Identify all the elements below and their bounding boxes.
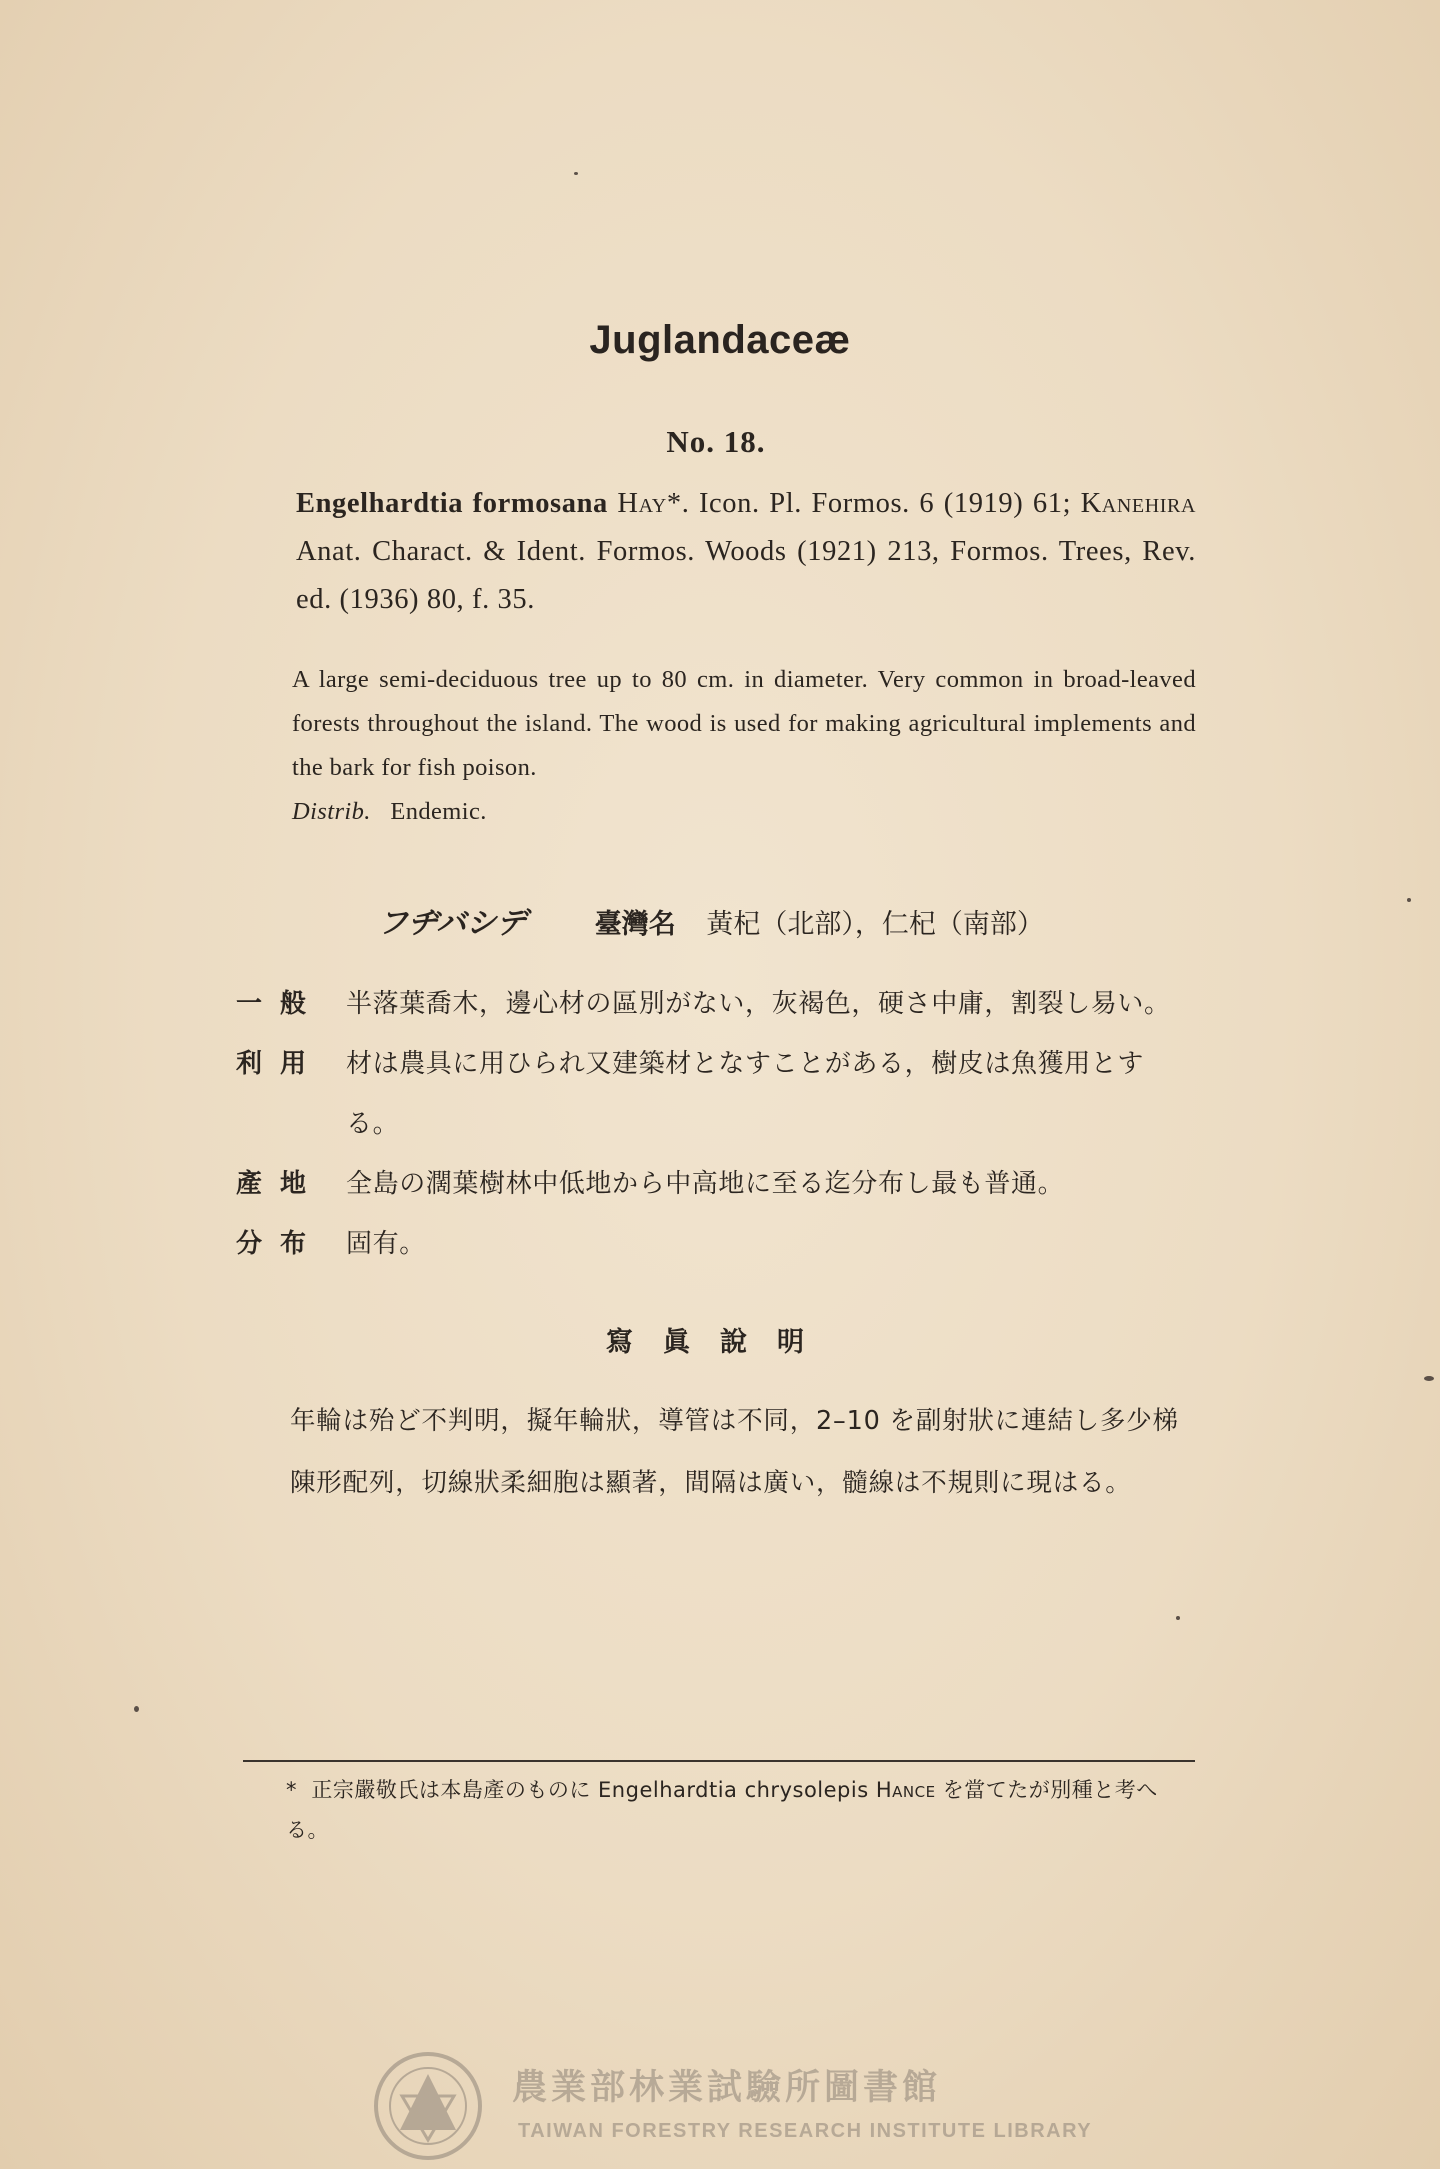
distrib-value: Endemic. bbox=[390, 798, 487, 825]
citation-ref-2: Anat. Charact. & Ident. Formos. Woods (1921) 213, Formos. Trees, Rev. ed. (1936) 80, f. 35. bbox=[296, 536, 1196, 615]
paper-speck bbox=[1407, 898, 1411, 902]
detail-text: 材は農具に用ひられ又建築材となすことがある，樹皮は魚獲用とする。 bbox=[346, 1049, 1145, 1139]
species-name: Engelhardtia formosana bbox=[296, 488, 608, 519]
citation-author: Hay bbox=[617, 488, 667, 519]
citation-ref-1: *. Icon. Pl. Formos. 6 (1919) 61; bbox=[666, 488, 1072, 519]
detail-text: 全島の濶葉樹林中低地から中高地に至る迄分布し最も普通。 bbox=[346, 1169, 1065, 1199]
detail-text: 固有。 bbox=[346, 1229, 426, 1259]
description-text: A large semi-deciduous tree up to 80 cm. in diameter. Very common in broad-leaved forests throughout the island. The wood is used for making agricultural implements and the bark for fish poison. bbox=[292, 666, 1196, 781]
japanese-details bbox=[236, 974, 1196, 1274]
photo-explanation-text: 年輪は殆ど不判明，擬年輪狀，導管は不同，2–10 を副射狀に連結し多少梯陳形配列，切線狀柔細胞は顯著，間隔は廣い，髓線は不規則に現はる。 bbox=[290, 1406, 1179, 1498]
paper-speck bbox=[1176, 1616, 1180, 1620]
detail-label: 產地 bbox=[236, 1169, 325, 1199]
taiwan-names: 黃杞（北部），仁杞（南部） bbox=[706, 909, 1044, 940]
detail-row-general bbox=[236, 974, 1196, 1034]
japanese-heading bbox=[378, 898, 1044, 942]
library-seal-icon bbox=[372, 2050, 484, 2162]
detail-label: 分布 bbox=[236, 1229, 325, 1259]
distribution-line bbox=[236, 790, 1196, 834]
japanese-name: フヂバシデ bbox=[378, 906, 527, 941]
species-number: No. 18. bbox=[666, 424, 766, 459]
family-title: Juglandaceæ bbox=[589, 318, 851, 362]
footnote bbox=[240, 1770, 1200, 1850]
detail-row-use bbox=[236, 1034, 1196, 1154]
paper-speck bbox=[574, 172, 578, 175]
species-citation bbox=[236, 480, 1196, 624]
watermark-english: TAIWAN FORESTRY RESEARCH INSTITUTE LIBRARY bbox=[518, 2120, 1093, 2142]
taiwan-name-label: 臺灣名 bbox=[594, 909, 676, 940]
detail-label: 一般 bbox=[236, 989, 325, 1019]
footnote-author: Hance bbox=[875, 1778, 936, 1802]
photo-explanation-title: 寫眞說明 bbox=[606, 1327, 834, 1358]
paper-speck bbox=[134, 1706, 139, 1712]
footnote-text-a: 正宗嚴敬氏は本島產のものに Engelhardtia chrysolepis bbox=[311, 1778, 869, 1802]
citation-author-2: Kanehira bbox=[1080, 488, 1196, 519]
detail-row-locality bbox=[236, 1154, 1196, 1214]
watermark-chinese: 農業部林業試驗所圖書館 bbox=[512, 2068, 942, 2108]
footnote-rule bbox=[243, 1760, 1195, 1762]
english-description bbox=[236, 658, 1196, 834]
detail-text: 半落葉喬木，邊心材の區別がない，灰褐色，硬さ中庸，割裂し易い。 bbox=[346, 989, 1171, 1019]
distrib-label: Distrib. bbox=[292, 798, 371, 825]
detail-row-distribution bbox=[236, 1214, 1196, 1274]
footnote-text-b: を當てたが別種と考へる。 bbox=[286, 1778, 1158, 1842]
footnote-mark: * bbox=[286, 1778, 297, 1802]
detail-label: 利用 bbox=[236, 1049, 325, 1079]
library-watermark bbox=[372, 2050, 1093, 2165]
paper-speck bbox=[1424, 1376, 1434, 1381]
